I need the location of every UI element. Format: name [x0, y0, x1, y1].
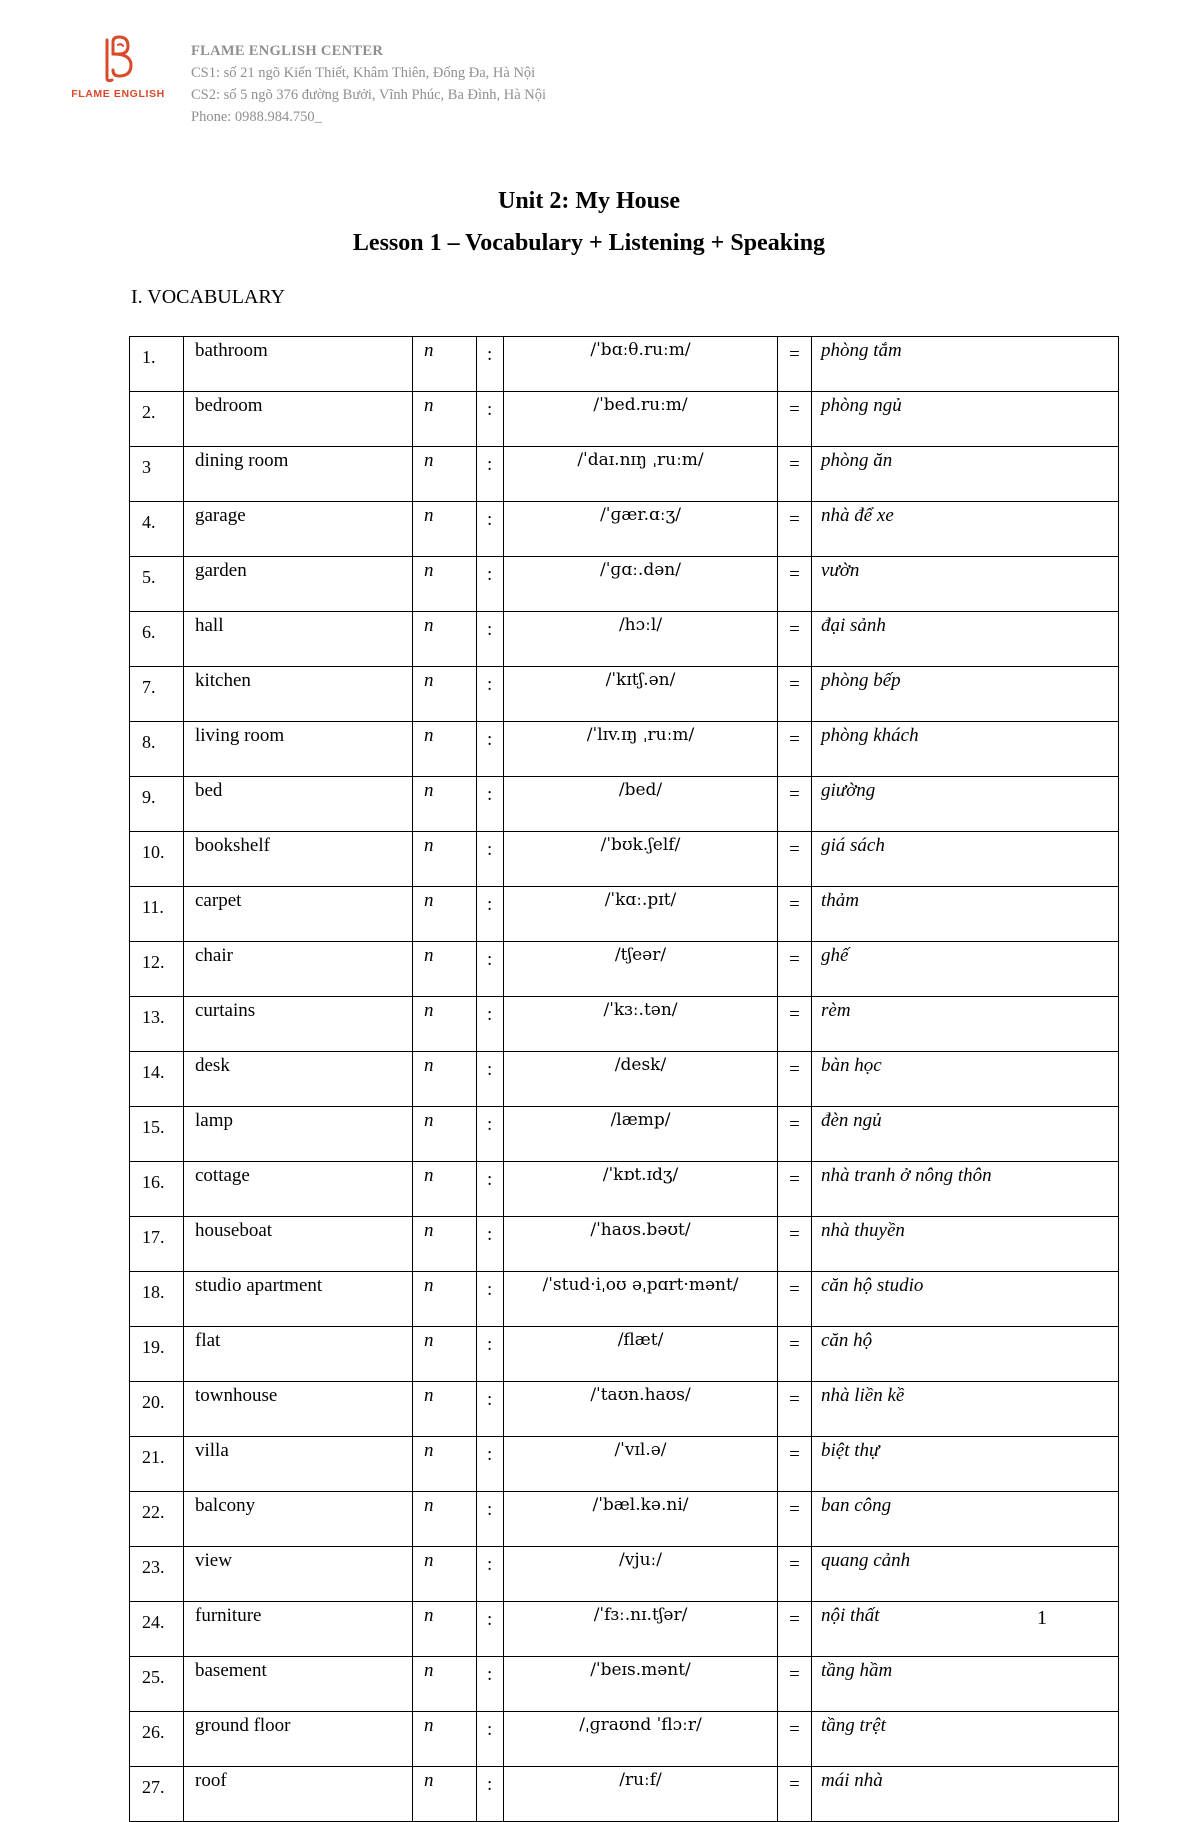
vocab-word: studio apartment [184, 1272, 413, 1327]
equals-sign: = [778, 612, 812, 667]
pronunciation: /desk/ [504, 1052, 778, 1107]
separator-colon: : [477, 1382, 504, 1437]
row-number: 13. [130, 997, 184, 1052]
table-row [130, 722, 1119, 777]
row-number: 18. [130, 1272, 184, 1327]
equals-sign: = [778, 1052, 812, 1107]
vocab-word: view [184, 1547, 413, 1602]
equals-sign: = [778, 502, 812, 557]
vietnamese-meaning: ghế [812, 942, 1119, 997]
vocab-word: kitchen [184, 667, 413, 722]
equals-sign: = [778, 1382, 812, 1437]
part-of-speech: n [413, 502, 477, 557]
vocab-word: desk [184, 1052, 413, 1107]
vietnamese-meaning: đại sảnh [812, 612, 1119, 667]
vietnamese-meaning: nhà để xe [812, 502, 1119, 557]
pronunciation: /ˈbɑːθ.ruːm/ [504, 337, 778, 392]
vocab-word: roof [184, 1767, 413, 1822]
address-line-1: CS1: số 21 ngõ Kiến Thiết, Khâm Thiên, Đống Đa, Hà Nội [191, 65, 536, 81]
table-row [130, 997, 1119, 1052]
vocab-word: curtains [184, 997, 413, 1052]
row-number: 10. [130, 832, 184, 887]
pronunciation: /hɔːl/ [504, 612, 778, 667]
equals-sign: = [778, 337, 812, 392]
separator-colon: : [477, 1272, 504, 1327]
equals-sign: = [778, 832, 812, 887]
row-number: 11. [130, 887, 184, 942]
vocab-word: lamp [184, 1107, 413, 1162]
part-of-speech: n [413, 1052, 477, 1107]
equals-sign: = [778, 447, 812, 502]
pronunciation: /ˈɡær.ɑːʒ/ [504, 502, 778, 557]
part-of-speech: n [413, 1602, 477, 1657]
part-of-speech: n [413, 832, 477, 887]
part-of-speech: n [413, 1657, 477, 1712]
vietnamese-meaning: mái nhà [812, 1767, 1119, 1822]
pronunciation: /ˈɡɑː.dən/ [504, 557, 778, 612]
separator-colon: : [477, 1162, 504, 1217]
vietnamese-meaning: tầng trệt [812, 1712, 1119, 1767]
table-row [130, 1602, 1119, 1657]
separator-colon: : [477, 1107, 504, 1162]
equals-sign: = [778, 1492, 812, 1547]
row-number: 3 [130, 447, 184, 502]
pronunciation: /ˈbed.ruːm/ [504, 392, 778, 447]
vietnamese-meaning: tầng hầm [812, 1657, 1119, 1712]
part-of-speech: n [413, 1382, 477, 1437]
pronunciation: /ˈkɪtʃ.ən/ [504, 667, 778, 722]
part-of-speech: n [413, 887, 477, 942]
pronunciation: /ˈhaʊs.bəʊt/ [504, 1217, 778, 1272]
pronunciation: /bed/ [504, 777, 778, 832]
pronunciation: /ˈdaɪ.nɪŋ ˌruːm/ [504, 447, 778, 502]
vocab-word: villa [184, 1437, 413, 1492]
vietnamese-meaning: giá sách [812, 832, 1119, 887]
separator-colon: : [477, 1052, 504, 1107]
vocab-word: garage [184, 502, 413, 557]
part-of-speech: n [413, 612, 477, 667]
row-number: 7. [130, 667, 184, 722]
vocab-word: flat [184, 1327, 413, 1382]
part-of-speech: n [413, 997, 477, 1052]
part-of-speech: n [413, 1437, 477, 1492]
vocab-word: furniture [184, 1602, 413, 1657]
separator-colon: : [477, 447, 504, 502]
section-heading: I. VOCABULARY [131, 286, 286, 308]
separator-colon: : [477, 887, 504, 942]
separator-colon: : [477, 942, 504, 997]
part-of-speech: n [413, 1107, 477, 1162]
table-row [130, 942, 1119, 997]
equals-sign: = [778, 1602, 812, 1657]
pronunciation: /flæt/ [504, 1327, 778, 1382]
vietnamese-meaning: giường [812, 777, 1119, 832]
vocab-word: balcony [184, 1492, 413, 1547]
pronunciation: /ruːf/ [504, 1767, 778, 1822]
part-of-speech: n [413, 1272, 477, 1327]
center-name: FLAME ENGLISH CENTER [191, 43, 384, 59]
vietnamese-meaning: phòng ngủ [812, 392, 1119, 447]
row-number: 16. [130, 1162, 184, 1217]
row-number: 20. [130, 1382, 184, 1437]
flame-english-logo [64, 34, 172, 104]
pronunciation: /ˈtaʊn.haʊs/ [504, 1382, 778, 1437]
vocabulary-table [129, 336, 1119, 1822]
separator-colon: : [477, 1492, 504, 1547]
vocab-word: basement [184, 1657, 413, 1712]
row-number: 26. [130, 1712, 184, 1767]
pronunciation: /ˈbeɪs.mənt/ [504, 1657, 778, 1712]
equals-sign: = [778, 1272, 812, 1327]
vietnamese-meaning: ban công [812, 1492, 1119, 1547]
vocab-word: bathroom [184, 337, 413, 392]
row-number: 17. [130, 1217, 184, 1272]
table-row [130, 667, 1119, 722]
vocab-word: townhouse [184, 1382, 413, 1437]
table-row [130, 832, 1119, 887]
separator-colon: : [477, 1712, 504, 1767]
part-of-speech: n [413, 1162, 477, 1217]
part-of-speech: n [413, 392, 477, 447]
row-number: 14. [130, 1052, 184, 1107]
separator-colon: : [477, 1437, 504, 1492]
separator-colon: : [477, 1767, 504, 1822]
vietnamese-meaning: căn hộ [812, 1327, 1119, 1382]
row-number: 15. [130, 1107, 184, 1162]
equals-sign: = [778, 1547, 812, 1602]
table-row [130, 1107, 1119, 1162]
table-row [130, 1382, 1119, 1437]
equals-sign: = [778, 1767, 812, 1822]
separator-colon: : [477, 722, 504, 777]
pronunciation: /ˈkɜː.tən/ [504, 997, 778, 1052]
vocab-word: garden [184, 557, 413, 612]
vietnamese-meaning: phòng khách [812, 722, 1119, 777]
equals-sign: = [778, 1217, 812, 1272]
table-row [130, 1327, 1119, 1382]
separator-colon: : [477, 832, 504, 887]
vietnamese-meaning: rèm [812, 997, 1119, 1052]
table-row [130, 1657, 1119, 1712]
vietnamese-meaning: phòng tắm [812, 337, 1119, 392]
separator-colon: : [477, 392, 504, 447]
row-number: 2. [130, 392, 184, 447]
row-number: 9. [130, 777, 184, 832]
table-row [130, 392, 1119, 447]
separator-colon: : [477, 997, 504, 1052]
separator-colon: : [477, 1547, 504, 1602]
equals-sign: = [778, 392, 812, 447]
vietnamese-meaning: căn hộ studio [812, 1272, 1119, 1327]
separator-colon: : [477, 612, 504, 667]
flame-logo-icon [98, 34, 138, 84]
vietnamese-meaning: nhà tranh ở nông thôn [812, 1162, 1119, 1217]
part-of-speech: n [413, 1327, 477, 1382]
address-line-2: CS2: số 5 ngõ 376 đường Bưởi, Vĩnh Phúc, Ba Đình, Hà Nội [191, 87, 547, 103]
separator-colon: : [477, 667, 504, 722]
vietnamese-meaning: biệt thự [812, 1437, 1119, 1492]
part-of-speech: n [413, 557, 477, 612]
part-of-speech: n [413, 447, 477, 502]
equals-sign: = [778, 997, 812, 1052]
vietnamese-meaning: bàn học [812, 1052, 1119, 1107]
vocab-word: houseboat [184, 1217, 413, 1272]
part-of-speech: n [413, 1547, 477, 1602]
separator-colon: : [477, 1327, 504, 1382]
table-row [130, 1767, 1119, 1822]
table-row [130, 1437, 1119, 1492]
row-number: 6. [130, 612, 184, 667]
part-of-speech: n [413, 1767, 477, 1822]
vocabulary-table-body [130, 337, 1119, 1822]
logo-text: FLAME ENGLISH [71, 88, 165, 100]
row-number: 27. [130, 1767, 184, 1822]
pronunciation: /ˈkɑː.pɪt/ [504, 887, 778, 942]
table-row [130, 1492, 1119, 1547]
vocab-word: chair [184, 942, 413, 997]
row-number: 1. [130, 337, 184, 392]
pronunciation: /ˈbæl.kə.ni/ [504, 1492, 778, 1547]
vietnamese-meaning: đèn ngủ [812, 1107, 1119, 1162]
row-number: 21. [130, 1437, 184, 1492]
equals-sign: = [778, 722, 812, 777]
equals-sign: = [778, 557, 812, 612]
separator-colon: : [477, 557, 504, 612]
vocab-word: hall [184, 612, 413, 667]
vietnamese-meaning: quang cảnh [812, 1547, 1119, 1602]
vocab-word: dining room [184, 447, 413, 502]
part-of-speech: n [413, 722, 477, 777]
pronunciation: /ˈvɪl.ə/ [504, 1437, 778, 1492]
row-number: 24. [130, 1602, 184, 1657]
pronunciation: /vjuː/ [504, 1547, 778, 1602]
row-number: 23. [130, 1547, 184, 1602]
vocab-word: ground floor [184, 1712, 413, 1767]
table-row [130, 1217, 1119, 1272]
table-row [130, 557, 1119, 612]
part-of-speech: n [413, 1217, 477, 1272]
part-of-speech: n [413, 337, 477, 392]
equals-sign: = [778, 667, 812, 722]
unit-title: Unit 2: My House [498, 188, 680, 214]
table-row [130, 447, 1119, 502]
separator-colon: : [477, 337, 504, 392]
equals-sign: = [778, 1327, 812, 1382]
vocab-word: bedroom [184, 392, 413, 447]
separator-colon: : [477, 777, 504, 832]
equals-sign: = [778, 887, 812, 942]
equals-sign: = [778, 942, 812, 997]
part-of-speech: n [413, 1492, 477, 1547]
table-row [130, 337, 1119, 392]
table-row [130, 612, 1119, 667]
equals-sign: = [778, 1712, 812, 1767]
pronunciation: /ˈkɒt.ɪdʒ/ [504, 1162, 778, 1217]
separator-colon: : [477, 1602, 504, 1657]
row-number: 25. [130, 1657, 184, 1712]
part-of-speech: n [413, 667, 477, 722]
vocab-word: living room [184, 722, 413, 777]
vietnamese-meaning: vườn [812, 557, 1119, 612]
vietnamese-meaning: thảm [812, 887, 1119, 942]
table-row [130, 1547, 1119, 1602]
center-info [191, 40, 546, 128]
vocab-word: bed [184, 777, 413, 832]
vietnamese-meaning: nội thất [812, 1602, 1119, 1657]
page-number: 1 [1037, 1607, 1047, 1629]
vietnamese-meaning: nhà liền kề [812, 1382, 1119, 1437]
table-row [130, 1162, 1119, 1217]
part-of-speech: n [413, 942, 477, 997]
vietnamese-meaning: phòng ăn [812, 447, 1119, 502]
pronunciation: /læmp/ [504, 1107, 778, 1162]
vietnamese-meaning: phòng bếp [812, 667, 1119, 722]
equals-sign: = [778, 777, 812, 832]
table-row [130, 777, 1119, 832]
lesson-title: Lesson 1 – Vocabulary + Listening + Speaking [352, 230, 826, 256]
phone-line: Phone: 0988.984.750_ [191, 109, 322, 125]
separator-colon: : [477, 1217, 504, 1272]
pronunciation: /ˈfɜː.nɪ.tʃər/ [504, 1602, 778, 1657]
equals-sign: = [778, 1162, 812, 1217]
row-number: 12. [130, 942, 184, 997]
row-number: 5. [130, 557, 184, 612]
pronunciation: /ˈbʊk.ʃelf/ [504, 832, 778, 887]
table-row [130, 1272, 1119, 1327]
separator-colon: : [477, 1657, 504, 1712]
row-number: 4. [130, 502, 184, 557]
pronunciation: /ˈstud·iˌoʊ əˌpɑrt·mənt/ [504, 1272, 778, 1327]
table-row [130, 887, 1119, 942]
vocab-word: carpet [184, 887, 413, 942]
row-number: 22. [130, 1492, 184, 1547]
part-of-speech: n [413, 777, 477, 832]
vocab-word: cottage [184, 1162, 413, 1217]
table-row [130, 1712, 1119, 1767]
equals-sign: = [778, 1107, 812, 1162]
vocab-word: bookshelf [184, 832, 413, 887]
pronunciation: /tʃeər/ [504, 942, 778, 997]
pronunciation: /ˌɡraʊnd ˈflɔːr/ [504, 1712, 778, 1767]
separator-colon: : [477, 502, 504, 557]
equals-sign: = [778, 1437, 812, 1492]
equals-sign: = [778, 1657, 812, 1712]
vietnamese-meaning: nhà thuyền [812, 1217, 1119, 1272]
row-number: 8. [130, 722, 184, 777]
table-row [130, 1052, 1119, 1107]
table-row [130, 502, 1119, 557]
part-of-speech: n [413, 1712, 477, 1767]
pronunciation: /ˈlɪv.ɪŋ ˌruːm/ [504, 722, 778, 777]
row-number: 19. [130, 1327, 184, 1382]
